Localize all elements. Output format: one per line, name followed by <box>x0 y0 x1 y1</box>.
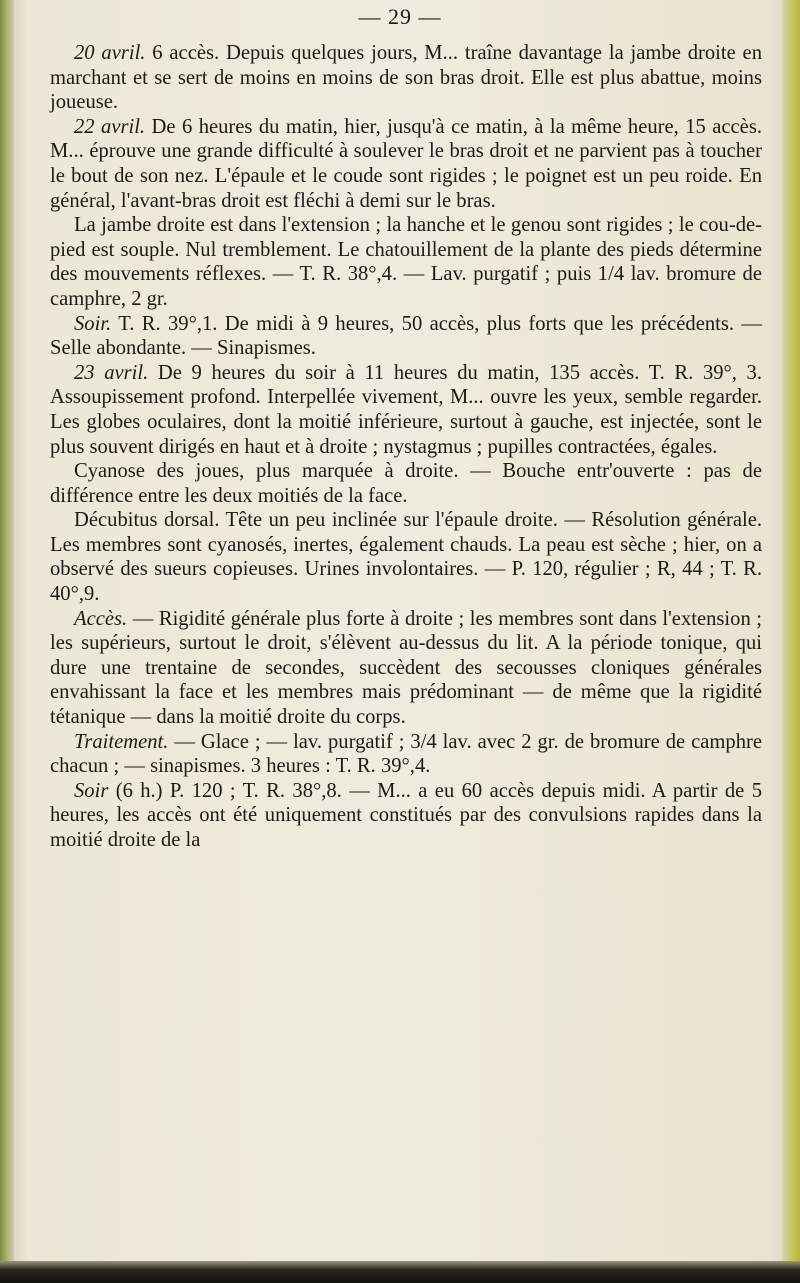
paragraph-label: Soir <box>74 779 109 802</box>
page-right-edge <box>782 0 800 1283</box>
paragraph <box>50 41 762 115</box>
paragraph-label: 23 avril. <box>74 361 149 384</box>
paragraph-label: Accès. <box>74 607 128 630</box>
paragraph-text: — Glace ; — lav. purgatif ; 3/4 lav. avec 2 gr. de bromure de camphre chacun ; — sinapismes. 3 heures : T. R. 39°,4. <box>50 730 762 778</box>
paragraph-label: 20 avril. <box>74 42 146 64</box>
paragraph <box>50 312 762 361</box>
paragraph-text: Décubitus dorsal. Tête un peu inclinée sur l'épaule droite. — Résolution générale. Les membres sont cyanosés, inertes, également chauds. La peau est sèche ; hier, on a observé des sueurs copieuses. Urines involontaires. — P. 120, régulier ; R, 44 ; T. R. 40°,9. <box>50 509 762 606</box>
paragraph-text: — Rigidité générale plus forte à droite ; les membres sont dans l'extension ; les supérieurs, surtout le droit, s'élèvent au-dessus du lit. A la période tonique, qui dure une trentaine de secondes, succèdent des secousses cloniques générales envahissant la face et les membres mais prédominant — de même que la rigidité tétanique — dans la moitié droite du corps. <box>50 607 762 729</box>
paragraph-text: Cyanose des joues, plus marquée à droite. — Bouche entr'ouverte : pas de différence entre les deux moitiés de la face. <box>50 460 762 507</box>
paragraph <box>50 361 762 459</box>
paragraph-label: 22 avril. <box>74 115 146 138</box>
paragraph <box>50 459 762 508</box>
paragraph <box>50 730 762 779</box>
paragraph <box>50 779 762 853</box>
paragraph <box>50 115 762 213</box>
paragraph-text: T. R. 39°,1. De midi à 9 heures, 50 accès, plus forts que les précédents. — Selle abondante. — Sinapismes. <box>50 312 762 360</box>
page-bottom-edge <box>0 1261 800 1283</box>
paragraph-text: (6 h.) P. 120 ; T. R. 38°,8. — M... a eu 60 accès depuis midi. A partir de 5 heures, les accès ont été uniquement constitués par des convulsions rapides dans la moitié droite de la <box>50 779 762 851</box>
paragraph-text: De 6 heures du matin, hier, jusqu'à ce matin, à la même heure, 15 accès. M... éprouve une grande difficulté à soulever le bras droit et ne parvient pas à toucher le bout de son nez. L'épaule et le coude sont rigides ; le poignet est un peu roide. En général, l'avant-bras droit est fléchi à demi sur le bras. <box>50 115 762 212</box>
paragraph <box>50 213 762 311</box>
paragraph-text: De 9 heures du soir à 11 heures du matin, 135 accès. T. R. 39°, 3. Assoupissement profond. Interpellée vivement, M... ouvre les yeux, semble regarder. Les globes oculaires, dont la moitié inférieure, surtout à gauche, est injectée, sont le plus souvent dirigés en haut et à droite ; nystagmus ; pupilles contractées, égales. <box>50 361 762 458</box>
page-left-edge <box>0 0 14 1283</box>
paragraph-text: 6 accès. Depuis quelques jours, M... traîne davantage la jambe droite en marchant et se sert de moins en moins de son bras droit. Elle est plus abattue, moins joueuse. <box>50 42 762 114</box>
paragraph-text: La jambe droite est dans l'extension ; la hanche et le genou sont rigides ; le cou-de-pied est souple. Nul tremblement. Le chatouillement de la plante des pieds détermine des mouvements réflexes. — T. R. 38°,4. — Lav. purgatif ; puis 1/4 lav. bromure de camphre, 2 gr. <box>50 214 762 310</box>
paragraph <box>50 607 762 730</box>
page-number: — 29 — <box>358 4 442 29</box>
paragraph-label: Traitement. <box>74 730 169 753</box>
paragraph-label: Soir. <box>74 312 112 335</box>
paragraph <box>50 508 762 606</box>
body-text <box>50 41 762 853</box>
